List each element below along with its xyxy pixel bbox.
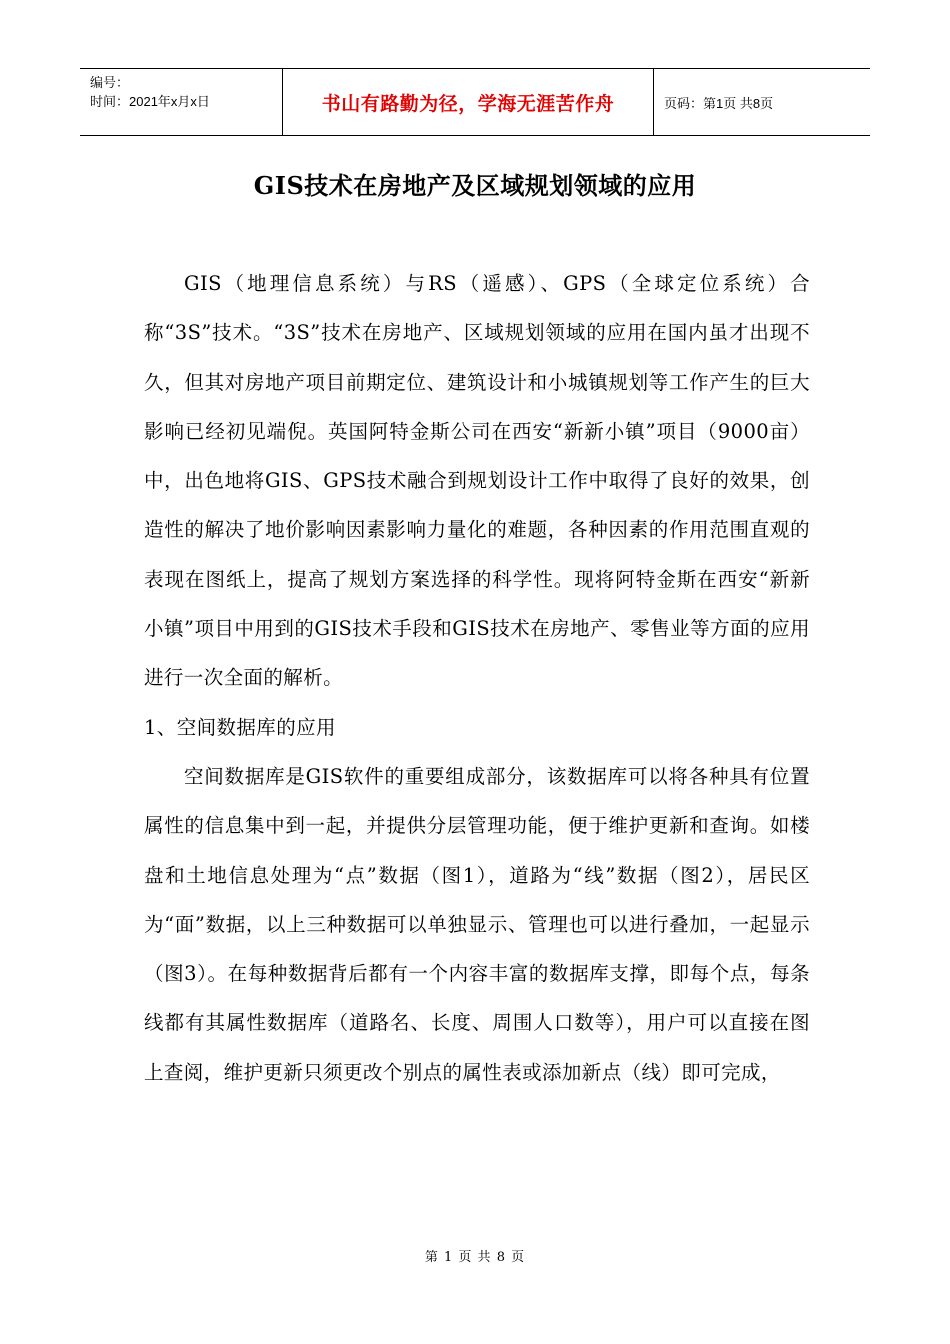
header-table: [80, 68, 870, 136]
number-label: 编号：: [90, 75, 130, 90]
header-page-info: 页码：第1页 共8页: [664, 95, 774, 111]
document-title: GIS技术在房地产及区域规划领域的应用: [253, 171, 697, 200]
page-footer: 第 1 页 共 8 页: [424, 1250, 526, 1265]
document-body: [144, 259, 810, 1097]
time-label: 时间：2021年x月x日: [90, 94, 210, 109]
section-paragraph: 空间数据库是GIS软件的重要组成部分，该数据库可以将各种具有位置属性的信息集中到一起，并提供分层管理功能，便于维护更新和查询。如楼盘和土地信息处理为“点”数据（图1），道路为“线”数据（图2），居民区为“面”数据，以上三种数据可以单独显示、管理也可以进行叠加，一起显示（图3）。在每种数据背后都有一个内容丰富的数据库支撑，即每个点，每条线都有其属性数据库（道路名、长度、周围人口数等），用户可以直接在图上查阅，维护更新只须更改个别点的属性表或添加新点（线）即可完成，: [144, 764, 810, 1084]
header-motto: 书山有路勤为径，学海无涯苦作舟: [282, 69, 654, 135]
intro-paragraph: GIS（地理信息系统）与RS（遥感）、GPS（全球定位系统）合称“3S”技术。“3S”技术在房地产、区域规划领域的应用在国内虽才出现不久，但其对房地产项目前期定位、建筑设计和小城镇规划等工作产生的巨大影响已经初见端倪。英国阿特金斯公司在西安“新新小镇”项目（9000亩）中，出色地将GIS、GPS技术融合到规划设计工作中取得了良好的效果，创造性的解决了地价影响因素影响力量化的难题，各种因素的作用范围直观的表现在图纸上，提高了规划方案选择的科学性。现将阿特金斯在西安“新新小镇”项目中用到的GIS技术手段和GIS技术在房地产、零售业等方面的应用进行一次全面的解析。: [144, 272, 810, 690]
section-heading: 1、空间数据库的应用: [144, 715, 336, 739]
header-meta-cell: [80, 69, 282, 135]
